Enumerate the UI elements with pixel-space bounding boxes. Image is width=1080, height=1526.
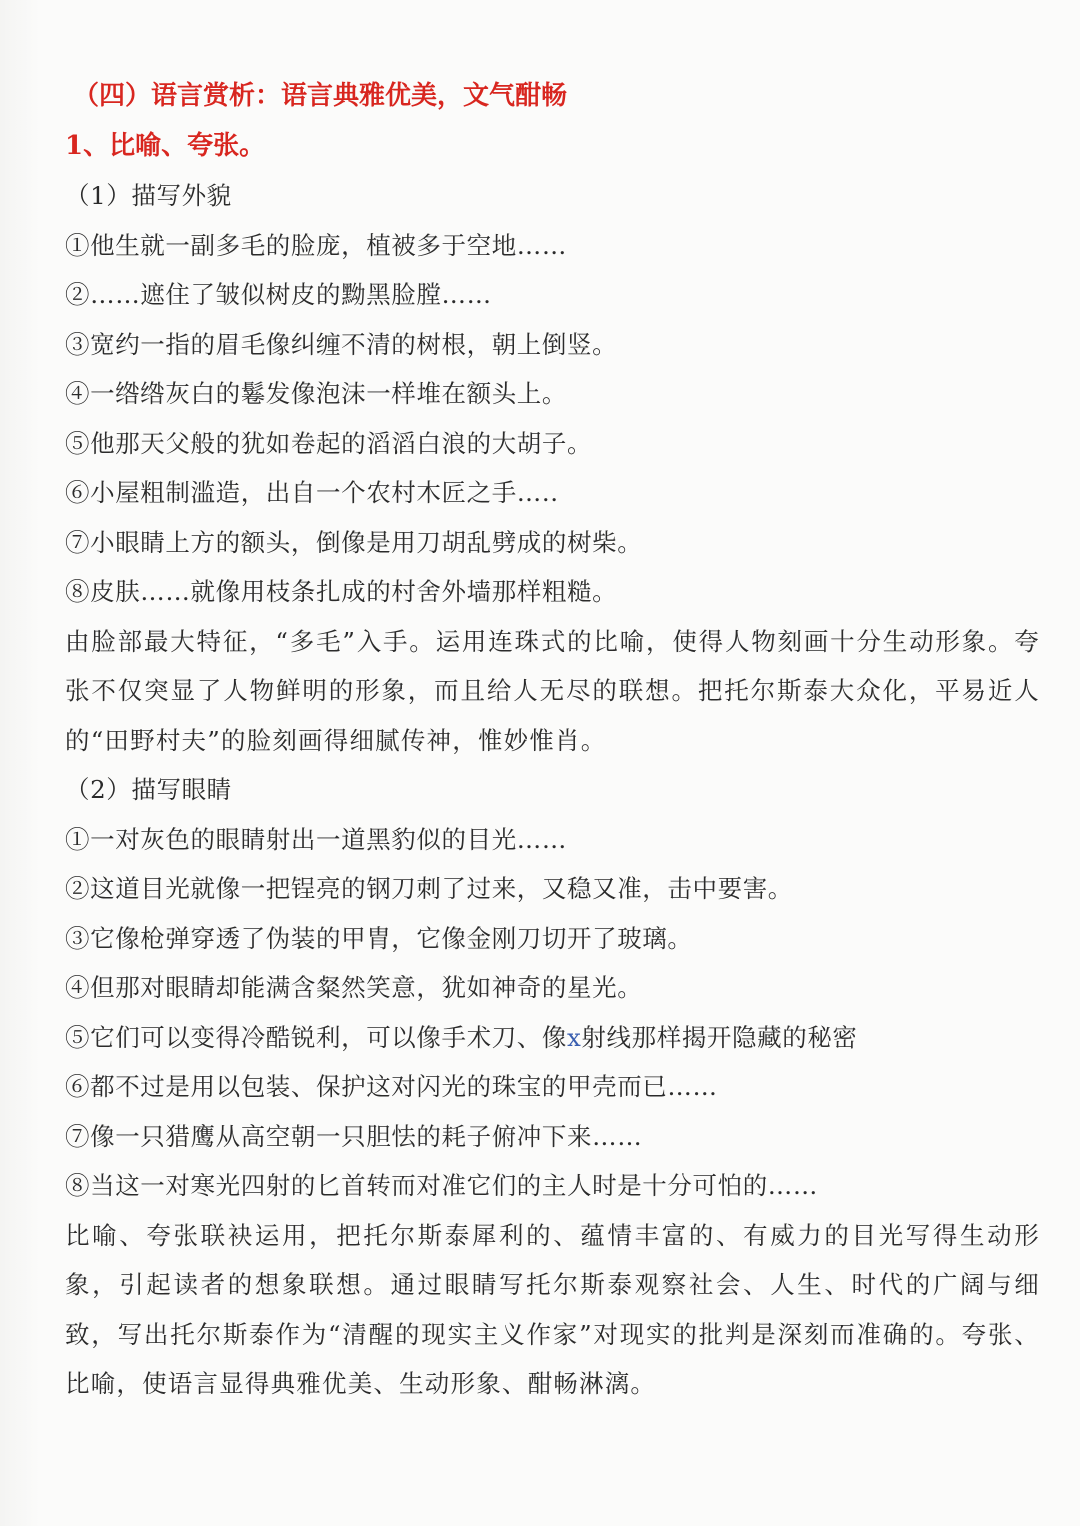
part1-item: ①他生就一副多毛的脸庞，植被多于空地…… — [65, 230, 567, 260]
part2-item-5-after: 射线那样揭开隐藏的秘密 — [581, 1022, 858, 1052]
document-content — [65, 72, 1040, 1409]
part1-analysis: 由脸部最大特征，“多毛”入手。运用连珠式的比喻，使得人物刻画十分生动形象。夸张不仅突显了人物鲜明的形象，而且给人无尽的联想。把托尔斯泰大众化，平易近人的“田野村夫”的脸刻画得细腻传神，惟妙惟肖。 — [65, 626, 1040, 755]
part2-analysis: 比喻、夸张联袂运用，把托尔斯泰犀利的、蕴情丰富的、有威力的目光写得生动形象，引起读者的想象联想。通过眼睛写托尔斯泰观察社会、人生、时代的广阔与细致，写出托尔斯泰作为“清醒的现实主义作家”对现实的批判是深刻而准确的。夸张、比喻，使语言显得典雅优美、生动形象、酣畅淋漓。 — [65, 1220, 1040, 1398]
part1-item: ④一绺绺灰白的鬈发像泡沫一样堆在额头上。 — [65, 379, 567, 408]
part2-item: ⑥都不过是用以包装、保护这对闪光的珠宝的甲壳而已…… — [65, 1072, 718, 1101]
part2-item: ④但那对眼睛却能满含粲然笑意，犹如神奇的星光。 — [65, 973, 643, 1002]
part2-heading: （2）描写眼睛 — [65, 775, 232, 804]
part2-item: ①一对灰色的眼睛射出一道黑豹似的目光…… — [65, 824, 567, 854]
part1-item: ⑦小眼睛上方的额头，倒像是用刀胡乱劈成的树柴。 — [65, 527, 643, 557]
subtitle: 1、比喻、夸张。 — [65, 130, 266, 161]
part2-item: ②这道目光就像一把锃亮的钢刀刺了过来，又稳又准，击中要害。 — [65, 874, 793, 903]
x-letter: x — [567, 1022, 582, 1052]
part2-item-5-before: ⑤它们可以变得冷酷锐利，可以像手术刀、像 — [65, 1022, 567, 1052]
section-title: （四）语言赏析：语言典雅优美，文气酣畅 — [73, 81, 568, 111]
part2-item: ⑦像一只猎鹰从高空朝一只胆怯的耗子俯冲下来…… — [65, 1121, 643, 1151]
part1-heading: （1）描写外貌 — [65, 181, 232, 210]
part1-item: ②……遮住了皱似树皮的黝黑脸膛…… — [65, 280, 492, 309]
part1-item: ⑥小屋粗制滥造，出自一个农村木匠之手….. — [65, 478, 559, 507]
part1-item: ⑤他那天父般的犹如卷起的滔滔白浪的大胡子。 — [65, 428, 593, 458]
part2-item-5 — [65, 1013, 1040, 1063]
part1-item: ⑧皮肤……就像用枝条扎成的村舍外墙那样粗糙。 — [65, 577, 618, 606]
part2-item: ③它像枪弹穿透了伪装的甲胄，它像金刚刀切开了玻璃。 — [65, 923, 693, 953]
part2-item: ⑧当这一对寒光四射的匕首转而对准它们的主人时是十分可怕的…… — [65, 1171, 818, 1200]
part1-item: ③宽约一指的眉毛像纠缠不清的树根，朝上倒竖。 — [65, 329, 618, 359]
